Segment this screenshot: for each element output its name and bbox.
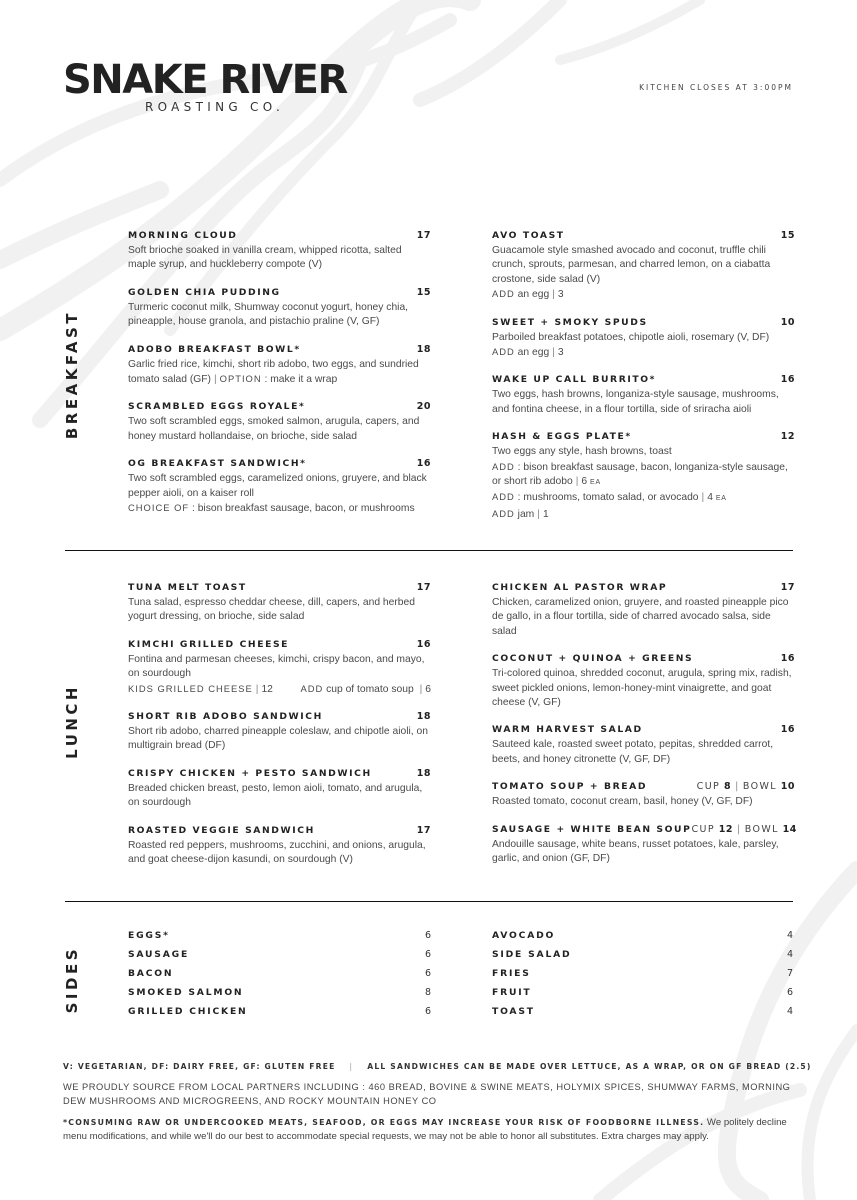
pipe-separator: | <box>349 1062 354 1071</box>
item-name: MORNING CLOUD <box>128 230 238 241</box>
item-addon <box>492 345 795 360</box>
item-price: 17 <box>416 230 431 241</box>
item-description <box>128 358 431 388</box>
item-price: 16 <box>416 458 431 470</box>
cup-price: 8 <box>724 781 732 793</box>
kids-option <box>128 682 273 697</box>
sourcing-note: WE PROUDLY SOURCE FROM LOCAL PARTNERS INCLUDING : 460 BREAD, BOVINE & SWINE MEATS, HOLYMIX SPICES, SHUMWAY FARMS, MORNING DEW MUSHROOMS AND MICROGREENS, AND ROCKY MOUNTAIN HONEY CO <box>63 1082 791 1106</box>
item-description: Roasted tomato, coconut cream, basil, honey (V, GF, DF) <box>492 796 753 808</box>
item-description: Roasted red peppers, mushrooms, zucchini, and onions, arugula, and goat cheese-dijon kasundi, on sourdough (V) <box>128 839 426 866</box>
dietary-legend: V: VEGETARIAN, DF: DAIRY FREE, GF: GLUTEN FREE <box>63 1062 336 1071</box>
item-name: OG BREAKFAST SANDWICH* <box>128 458 307 470</box>
menu-item <box>128 825 431 868</box>
addon-text: an egg <box>517 347 550 359</box>
item-description: Two eggs, hash browns, longaniza-style sausage, mushrooms, and fontina cheese, in a flour tortilla, side of sriracha aioli <box>492 389 779 415</box>
item-name: ADOBO BREAKFAST BOWL* <box>128 343 301 355</box>
bowl-price: 10 <box>780 781 795 793</box>
item-name: GOLDEN CHIA PUDDING <box>128 286 281 298</box>
breakfast-right-column <box>492 230 795 536</box>
item-name: HASH & EGGS PLATE* <box>492 431 632 443</box>
addon-text: : mushrooms, tomato salad, or avocado <box>517 492 699 504</box>
item-description: Soft brioche soaked in vanilla cream, whipped ricotta, salted maple syrup, and huckleberry compote (V) <box>128 245 402 271</box>
kids-label: KIDS GRILLED CHEESE <box>128 682 253 694</box>
item-price: 16 <box>780 374 795 386</box>
side-price: 6 <box>424 930 431 941</box>
side-name: TOAST <box>492 1006 535 1017</box>
item-name: WAKE UP CALL BURRITO* <box>492 374 657 386</box>
pipe-separator: | <box>213 374 217 386</box>
menu-item <box>128 582 431 625</box>
item-price: 18 <box>416 343 431 355</box>
item-name: TUNA MELT TOAST <box>128 582 247 593</box>
item-price: 17 <box>416 582 431 593</box>
pipe-separator: | <box>735 781 739 793</box>
item-description: Two soft scrambled eggs, smoked salmon, arugula, capers, and honey mustard hollandaise, on brioche, side salad <box>128 416 420 442</box>
item-description: Sauteed kale, roasted sweet potato, pepitas, shredded carrot, beets, and honey citronette (V, GF, DF) <box>492 739 774 765</box>
kitchen-hours: KITCHEN CLOSES AT 3:00PM <box>639 83 793 92</box>
item-price: 17 <box>780 582 795 593</box>
side-item <box>128 1002 431 1021</box>
item-name: SHORT RIB ADOBO SANDWICH <box>128 711 323 723</box>
menu-item <box>128 639 431 697</box>
health-warning <box>63 1116 798 1143</box>
item-description: Parboiled breakfast potatoes, chipotle aioli, rosemary (V, DF) <box>492 331 770 343</box>
item-price: 10 <box>780 316 795 328</box>
side-item <box>128 945 431 964</box>
pipe-separator: | <box>255 683 259 695</box>
breakfast-left-column <box>128 230 431 530</box>
item-name: SCRAMBLED EGGS ROYALE* <box>128 401 306 413</box>
kids-price: 12 <box>261 683 273 695</box>
menu-item <box>128 230 431 273</box>
item-price: 15 <box>780 230 795 241</box>
item-description: Chicken, caramelized onion, gruyere, and roasted pineapple pico de gallo, in a flour tortilla, side of charred avocado salsa, side salad <box>492 597 789 637</box>
side-name: EGGS* <box>128 930 170 941</box>
cup-label: CUP <box>691 823 715 835</box>
section-divider <box>65 550 793 551</box>
side-item <box>492 983 793 1002</box>
addon-text: jam <box>517 508 535 520</box>
side-name: SAUSAGE <box>128 949 190 960</box>
pipe-separator: | <box>419 683 423 695</box>
item-name: WARM HARVEST SALAD <box>492 724 643 736</box>
addon-price: 4 <box>707 492 713 504</box>
section-divider <box>65 901 793 902</box>
item-description: Breaded chicken breast, pesto, lemon aioli, tomato, and arugula, on sourdough <box>128 782 423 809</box>
item-description: Short rib adobo, charred pineapple coleslaw, and chipotle aioli, on multigrain bread (DF) <box>128 726 428 752</box>
item-addon <box>492 460 795 491</box>
pipe-separator: | <box>575 476 579 488</box>
soup-addon <box>300 682 431 697</box>
item-description: Turmeric coconut milk, Shumway coconut yogurt, honey chia, pineapple, house granola, and pistachio praline (V, GF) <box>128 301 409 328</box>
item-price: 17 <box>416 824 431 836</box>
item-name: ROASTED VEGGIE SANDWICH <box>128 824 315 836</box>
choice-text: : bison breakfast sausage, bacon, or mushrooms <box>191 503 415 515</box>
option-text: : make it a wrap <box>264 374 338 386</box>
menu-item <box>128 458 431 516</box>
menu-item <box>492 431 795 522</box>
pipe-separator: | <box>552 289 555 301</box>
menu-item <box>492 653 795 710</box>
menu-item <box>492 317 795 361</box>
side-item <box>128 983 431 1002</box>
item-price: 16 <box>780 724 795 736</box>
health-warning-bold: *CONSUMING RAW OR UNDERCOOKED MEATS, SEAFOOD, OR EGGS MAY INCREASE YOUR RISK OF FOODBORNE ILLNESS. <box>63 1118 705 1127</box>
menu-item <box>492 824 795 867</box>
item-description: Tuna salad, espresso cheddar cheese, dill, capers, and herbed yogurt dressing, on brioche, side salad <box>128 597 415 623</box>
dietary-legend-line <box>63 1062 812 1071</box>
item-description: Andouille sausage, white beans, russet potatoes, kale, parsley, garlic, and onion (GF, DF) <box>492 838 779 865</box>
item-price-cup-bowl <box>691 824 796 835</box>
addon-price: 1 <box>542 508 549 520</box>
side-price: 6 <box>424 949 431 960</box>
side-price: 6 <box>786 987 793 998</box>
bowl-label: BOWL <box>742 781 777 793</box>
side-item <box>492 964 793 983</box>
item-name: AVO TOAST <box>492 230 565 241</box>
side-price: 4 <box>786 949 793 960</box>
addon-label: ADD <box>300 682 324 694</box>
brand-logo <box>63 57 368 114</box>
side-item <box>128 964 431 983</box>
side-item <box>492 945 793 964</box>
item-description: Guacamole style smashed avocado and coconut, truffle chili crunch, sprouts, parmesan, and charred lemon, on a ciabatta crostone, side salad (V) <box>492 245 771 285</box>
bowl-label: BOWL <box>744 823 779 835</box>
menu-item <box>492 230 795 303</box>
menu-item <box>128 768 431 811</box>
side-item <box>492 1002 793 1021</box>
item-name: CHICKEN AL PASTOR WRAP <box>492 582 668 593</box>
addon-price: 3 <box>557 289 564 301</box>
addon-label: ADD <box>492 346 515 358</box>
brand-name: SNAKE RIVER <box>63 57 347 103</box>
side-price: 4 <box>786 930 793 941</box>
side-price: 4 <box>786 1006 793 1017</box>
item-description: Two soft scrambled eggs, caramelized onions, gruyere, and black pepper aioli, on a kaiser roll <box>128 473 427 499</box>
item-name: TOMATO SOUP + BREAD <box>492 781 648 793</box>
cup-label: CUP <box>696 781 721 793</box>
item-price-cup-bowl <box>697 781 795 792</box>
item-addon <box>492 490 795 506</box>
item-price: 16 <box>416 638 431 650</box>
menu-item <box>128 344 431 388</box>
addon-label: ADD <box>492 288 515 300</box>
addon-price: 6 <box>581 476 588 488</box>
side-name: AVOCADO <box>492 930 556 941</box>
item-addon <box>128 682 431 697</box>
menu-item <box>492 374 795 417</box>
addon-text: cup of tomato soup <box>326 683 414 695</box>
menu-item <box>492 724 795 767</box>
item-name: KIMCHI GRILLED CHEESE <box>128 638 290 650</box>
item-description: Fontina and parmesan cheeses, kimchi, crispy bacon, and mayo, on sourdough <box>128 653 425 680</box>
addon-unit: EA <box>715 495 727 503</box>
menu-item <box>492 781 795 809</box>
pipe-separator: | <box>737 823 741 835</box>
sandwich-note: ALL SANDWICHES CAN BE MADE OVER LETTUCE, AS A WRAP, OR ON GF BREAD (2.5) <box>367 1062 812 1071</box>
pipe-separator: | <box>537 508 540 520</box>
health-warning-text: We politely decline menu modifications, and while we'll do our best to accommodate special requests, we may not be able to honor all substitutes. Extra charges may apply. <box>63 1117 787 1142</box>
item-name: SAUSAGE + WHITE BEAN SOUP <box>492 823 692 835</box>
item-description: Tri-colored quinoa, shredded coconut, arugula, spring mix, radish, sweet pickled onions, lemon-honey-mint vinaigrette, and goat cheese (V, GF) <box>492 668 792 709</box>
choice-label: CHOICE OF <box>128 502 190 514</box>
side-price: 6 <box>424 1006 431 1017</box>
item-price: 15 <box>416 286 431 298</box>
option-label: OPTION <box>219 373 262 385</box>
item-name: CRISPY CHICKEN + PESTO SANDWICH <box>128 767 372 779</box>
addon-label: ADD <box>492 507 515 519</box>
section-label-breakfast: BREAKFAST <box>63 310 81 440</box>
menu-footer <box>63 1062 812 1143</box>
addon-label: ADD <box>492 491 515 503</box>
side-name: BACON <box>128 968 174 979</box>
item-description: Two eggs any style, hash browns, toast <box>492 446 672 458</box>
menu-item <box>492 582 795 639</box>
side-name: FRUIT <box>492 987 532 998</box>
side-price: 8 <box>424 987 431 998</box>
addon-text: an egg <box>517 289 550 301</box>
item-addon <box>492 507 795 522</box>
brand-subtitle: ROASTING CO. <box>145 100 285 114</box>
side-name: GRILLED CHICKEN <box>128 1006 248 1017</box>
item-name: SWEET + SMOKY SPUDS <box>492 316 648 328</box>
addon-text: : bison breakfast sausage, bacon, longaniza-style sausage, or short rib adobo <box>492 461 788 488</box>
item-price: 16 <box>780 653 795 665</box>
side-name: FRIES <box>492 968 531 979</box>
bowl-price: 14 <box>782 823 797 835</box>
section-label-lunch: LUNCH <box>63 684 81 759</box>
item-addon <box>492 287 795 302</box>
addon-price: 6 <box>425 683 431 695</box>
section-label-sides: SIDES <box>63 946 81 1014</box>
menu-item <box>128 287 431 330</box>
side-name: SIDE SALAD <box>492 949 572 960</box>
addon-unit: EA <box>590 479 601 487</box>
menu-item <box>128 401 431 444</box>
pipe-separator: | <box>701 492 705 504</box>
sides-left-column <box>128 926 431 1021</box>
item-price: 12 <box>780 431 795 443</box>
lunch-right-column <box>492 582 795 880</box>
addon-price: 3 <box>557 347 564 359</box>
cup-price: 12 <box>718 823 733 835</box>
side-item <box>128 926 431 945</box>
item-choice <box>128 501 431 516</box>
menu-item <box>128 711 431 754</box>
item-description-text: Garlic fried rice, kimchi, short rib adobo, two eggs, and sundried tomato salad (GF) <box>128 358 419 386</box>
pipe-separator: | <box>552 347 555 359</box>
sides-right-column <box>492 926 793 1021</box>
side-item <box>492 926 793 945</box>
item-price: 18 <box>416 767 431 779</box>
item-name: COCONUT + QUINOA + GREENS <box>492 653 694 665</box>
addon-label: ADD <box>492 460 515 472</box>
side-price: 6 <box>424 968 431 979</box>
lunch-left-column <box>128 582 431 881</box>
side-name: SMOKED SALMON <box>128 987 244 998</box>
item-price: 18 <box>416 711 431 723</box>
side-price: 7 <box>786 968 793 979</box>
item-price: 20 <box>416 401 431 413</box>
